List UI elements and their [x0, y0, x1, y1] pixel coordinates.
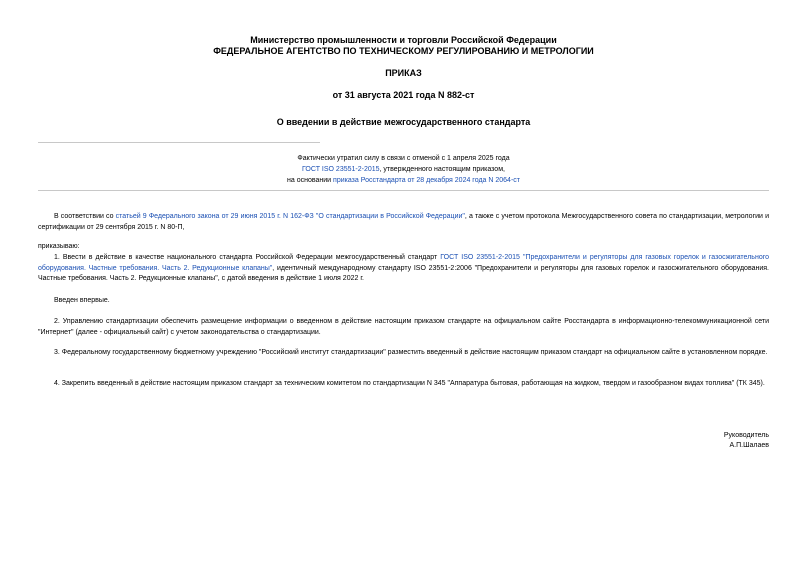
- item-1-post: , идентичный международному стандарту ISO 23551-2:2006 "Предохранители и регуляторы для газовых горелок и газосжигательного оборудования. Частные требования. Часть 2. Редукционные клапаны", с датой введения в действие 1 июля 2022 г.: [38, 264, 769, 282]
- basis-post: , а также с учетом протокола Межгосударственного совета по стандартизации, метрологии и сертификации от 29 сентября 2015 г. N 80-П,: [38, 213, 769, 231]
- order-word: приказываю:: [38, 243, 80, 250]
- item-3-paragraph: 3. Федеральному государственному бюджетному учреждению "Российский институт стандартизации" разместить введенный в действие настоящим приказом стандарт на официальном сайте в установленном порядке.: [54, 349, 768, 356]
- signatory-title: Руководитель: [723, 432, 769, 439]
- rosstandart-order-link[interactable]: приказа Росстандарта от 28 декабря 2024 года N 2064-ст: [333, 177, 520, 184]
- status-notice: [38, 153, 769, 186]
- basis-paragraph: [38, 212, 769, 233]
- notice-line-3-text: на основании: [287, 177, 334, 184]
- agency-name: ФЕДЕРАЛЬНОЕ АГЕНТСТВО ПО ТЕХНИЧЕСКОМУ РЕГУЛИРОВАНИЮ И МЕТРОЛОГИИ: [213, 46, 594, 56]
- signatory-name: А.П.Шалаев: [729, 442, 769, 449]
- first-time-note: Введен впервые.: [54, 297, 110, 304]
- item-1-paragraph: [38, 253, 769, 285]
- notice-line-1: Фактически утратил силу в связи с отменой с 1 апреля 2025 года: [297, 155, 510, 162]
- notice-line-3: [38, 175, 769, 186]
- order-title: ПРИКАЗ: [385, 68, 422, 78]
- notice-line-2: [38, 164, 769, 175]
- basis-pre: В соответствии со: [54, 213, 116, 220]
- notice-line-2-text: , утвержденного настоящим приказом,: [379, 166, 505, 173]
- item-4-paragraph: 4. Закрепить введенный в действие настоящим приказом стандарт за техническим комитетом по стандартизации N 345 "Аппаратура бытовая, работающая на жидком, твердом и газообразном видах топлива" (ТК 345).: [54, 380, 765, 387]
- divider-bottom: [38, 190, 769, 191]
- order-subject: О введении в действие межгосударственного стандарта: [276, 117, 531, 127]
- item-2-paragraph: 2. Управлению стандартизации обеспечить размещение информации о введенном в действие настоящим приказом стандарте на официальном сайте Росстандарта в информационно-телекоммуникационной сети "Интернет" (далее - официальный сайт) с учетом законодательства о стандартизации.: [38, 318, 769, 336]
- gost-link-notice[interactable]: ГОСТ ISO 23551-2-2015: [302, 166, 380, 173]
- item-1-pre: 1. Ввести в действие в качестве национального стандарта Российской Федерации межгосударственный стандарт: [54, 254, 441, 261]
- order-date: от 31 августа 2021 года N 882-ст: [332, 90, 475, 100]
- federal-law-link[interactable]: статьей 9 Федерального закона от 29 июня 2015 г. N 162-ФЗ "О стандартизации в Российской Федерации": [115, 213, 465, 220]
- gost-standard-link[interactable]: ГОСТ ISO 23551-2-2015 "Предохранители и регуляторы для газовых горелок и газосжигательного оборудования. Частные требования. Часть 2. Редукционные клапаны": [38, 254, 770, 272]
- ministry-name: Министерство промышленности и торговли Российской Федерации: [250, 35, 557, 45]
- divider-top: [38, 142, 320, 143]
